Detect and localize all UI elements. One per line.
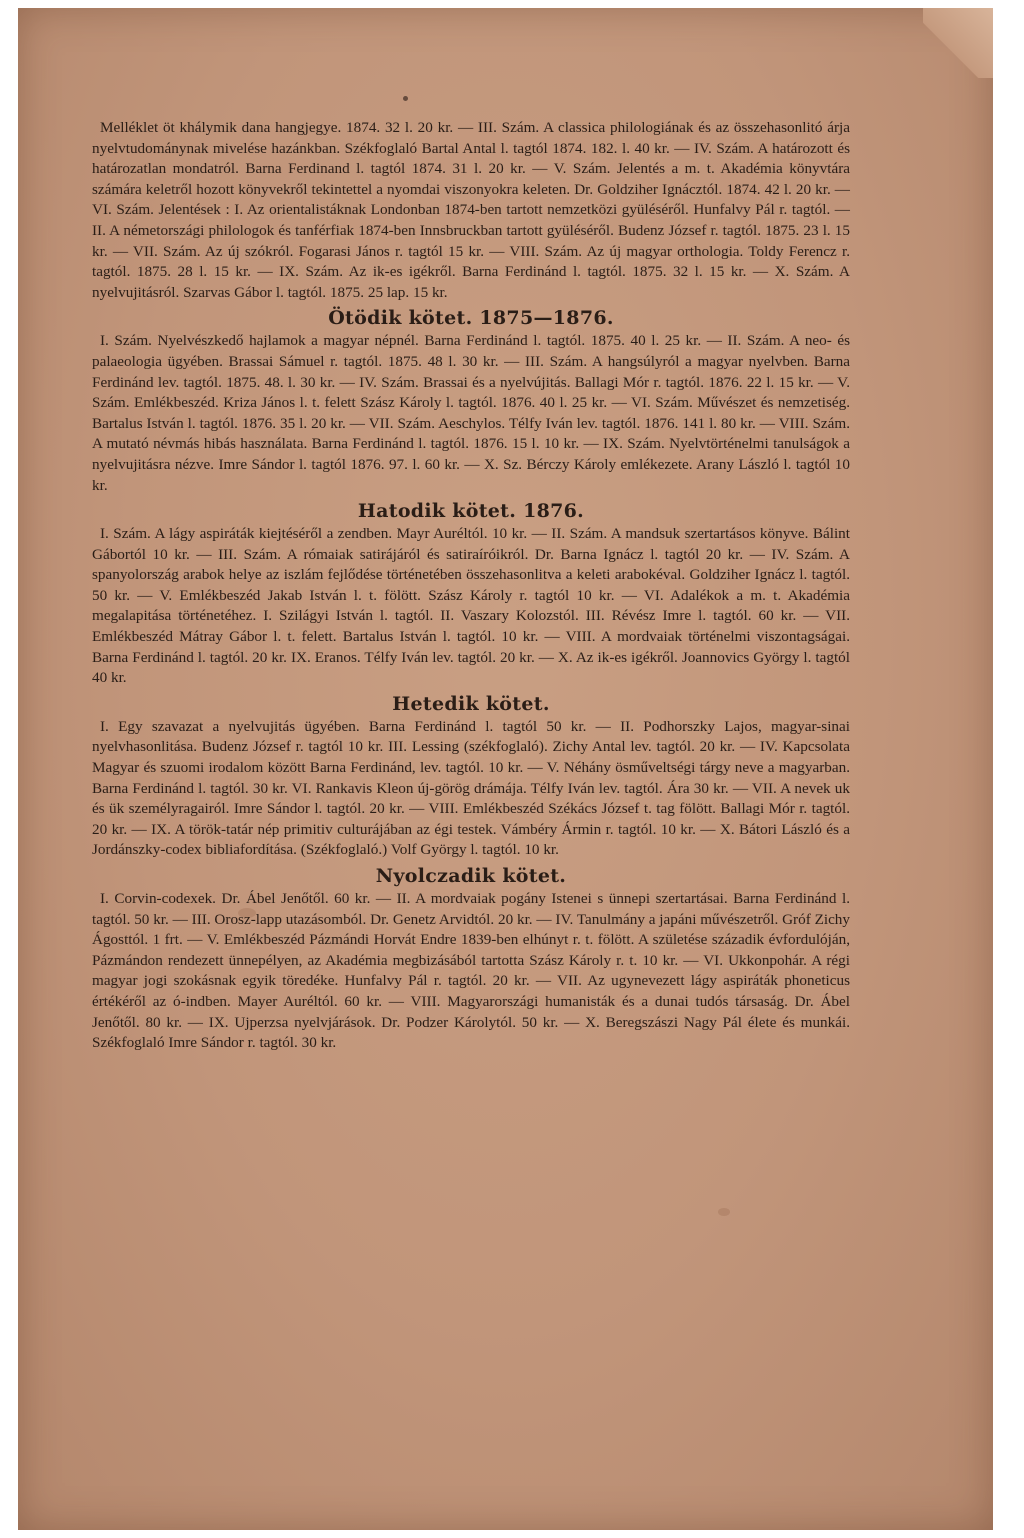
paragraph-volume-8: I. Corvin-codexek. Dr. Ábel Jenőtől. 60 kr. — II. A mordvaiak pogány Istenei s ünnepi szertartásai. Barna Ferdinánd l. tagtól. 50 kr. — III. Orosz-lapp utazásomból. Dr. Genetz Arvidtól. 20 kr. — IV. Tanulmány a japáni művészetről. Gróf Zichy Ágosttól. 1 frt. — V. Emlékbeszéd Pázmándi Horvát Endre 1839-ben elhúnyt r. t. fölött. A születése századik évfordulóján, Pázmándon rendezett ünnepélyen, az Akadémia megbizásából tartotta Szász Károly r. t. 10 kr. — VI. Ukkonpohár. A régi magyar jogi szokásnak egyik töredéke. Hunfalvy Pál r. tagtól. 20 kr. — VII. Az ugynevezett lágy aspiráták phoneticus értékéről az ó-indben. Mayer Auréltól. 60 kr. — VIII. Magyarországi humanisták és a dunai tudós társaság. Dr. Ábel Jenőtől. 80 kr. — IX. Ujperzsa nyelvjárások. Dr. Podzer Károlytól. 50 kr. — X. Beregszászi Nagy Pál élete és munkái. Székfoglaló Imre Sándor r. tagtól. 30 kr.: [92, 890, 850, 1052]
folded-corner: [923, 8, 993, 78]
paragraph-volume-4-continued: Melléklet öt khálymik dana hangjegye. 1874. 32 l. 20 kr. — III. Szám. A classica philologiának és az összehasonlitó árja nyelvtudománynak mivelése hazánkban. Székfoglaló Bartal Antal l. tagtól 1874. 182. l. 40 kr. — IV. Szám. A határozott és határozatlan mondatról. Barna Ferdinand l. tagtól 1874. 31 l. 20 kr. — V. Szám. Jelentés a m. t. Akadémia könyvtára számára keletről hozott könyvekről tekintettel a nyomdai viszonyokra keleten. Dr. Goldziher Ignácztól. 1874. 42 l. 20 kr. — VI. Szám. Jelentések : I. Az orientalistáknak Londonban 1874-ben tartott nemzetközi gyüléséről. Hunfalvy Pál r. tagtól. — II. A németországi philologok és tanférfiak 1874-ben Innsbruckban tartott gyüléséről. Budenz József r. tagtól. 1875. 23 l. 15 kr. — VII. Szám. Az új szókról. Fogarasi János r. tagtól 15 kr. — VIII. Szám. Az új magyar orthologia. Toldy Ferencz r. tagtól. 1875. 28 l. 15 kr. — IX. Szám. Az ik-es igékről. Barna Ferdinánd l. tagtól. 1875. 32 l. 15 kr. — X. Szám. A nyelvujitásról. Szarvas Gábor l. tagtól. 1875. 25 lap. 15 kr.: [92, 119, 850, 301]
heading-volume-7: Hetedik kötet.: [392, 692, 550, 715]
dot-mark: [403, 96, 408, 101]
heading-volume-8: Nyolczadik kötet.: [375, 865, 567, 887]
heading-volume-6: Hatodik kötet. 1876.: [357, 500, 585, 523]
paragraph-volume-5: I. Szám. Nyelvészkedő hajlamok a magyar népnél. Barna Ferdinánd l. tagtól. 1875. 40 l. 25 kr. — II. Szám. A neo- és palaeologia ügyében. Brassai Sámuel r. tagtól. 1875. 48 l. 30 kr. — III. Szám. A hangsúlyról a magyar nyelvben. Barna Ferdinánd lev. tagtól. 1875. 48. l. 30 kr. — IV. Szám. Brassai és a nyelvújitás. Ballagi Mór r. tagtól. 1876. 22 l. 15 kr. — V. Szám. Emlékbeszéd. Kriza János l. t. felett Szász Károly l. tagtól. 1876. 40 l. 25 kr. — VI. Szám. Művészet és nemzetiség. Bartalus István l. tagtól. 1876. 35 l. 20 kr. — VII. Szám. Aeschylos. Télfy Iván lev. tagtól. 1876. 141 l. 80 kr. — VIII. Szám. A mutató névmás hibás használata. Barna Ferdinánd l. tagtól. 1876. 15 l. 10 kr. — IX. Szám. Nyelvtörténelmi tanulságok a nyelvujitásra nézve. Imre Sándor l. tagtól 1876. 97. l. 60 kr. — X. Sz. Bérczy Károly emlékezete. Arany László l. tagtól 10 kr.: [92, 332, 850, 494]
paragraph-volume-6: I. Szám. A lágy aspiráták kiejtéséről a zendben. Mayr Auréltól. 10 kr. — II. Szám. A mandsuk szertartásos könyve. Bálint Gábortól 10 kr. — III. Szám. A rómaiak satirájáról és satiraíróikról. Dr. Barna Ignácz l. tagtól 20 kr. — IV. Szám. A spanyolország arabok helye az iszlám fejlődése történetében összehasonlitva a keleti arabokéval. Goldziher Ignácz l. tagtól. 50 kr. — V. Emlékbeszéd Jakab István l. t. fölött. Szász Károly r. tagtól 10 kr. — VI. Adalékok a m. t. Akadémia megalapitása történetéhez. I. Szilágyi István l. tagtól. II. Vaszary Kolozstól. III. Révész Imre l. tagtól. 60 kr. — VII. Emlékbeszéd Mátray Gábor l. t. felett. Bartalus István l. tagtól. 10 kr. — VIII. A mordvaiak történelmi viszontagságai. Barna Ferdinánd l. tagtól. 20 kr. IX. Eranos. Télfy Iván lev. tagtól. 20 kr. — X. Az ik-es igékről. Joannovics György l. tagtól 40 kr.: [92, 525, 850, 687]
stain-mark: [718, 1208, 730, 1216]
paragraph-volume-7: I. Egy szavazat a nyelvujitás ügyében. Barna Ferdinánd l. tagtól 50 kr. — II. Podhorszky Lajos, magyar-sinai nyelvhasonlitása. Budenz József r. tagtól 10 kr. III. Lessing (székfoglaló). Zichy Antal lev. tagtól. 20 kr. — IV. Kapcsolata Magyar és szuomi irodalom között Barna Ferdinánd, lev. tagtól. 10 kr. — V. Néhány ösműveltségi tárgy neve a magyarban. Barna Ferdinánd l. tagtól. 30 kr. VI. Rankavis Kleon új-görög drámája. Télfy Iván lev. tagtól. Ára 30 kr. — VII. A nevek uk és ük személyragairól. Imre Sándor l. tagtól. 20 kr. — VIII. Emlékbeszéd Székács József t. tag fölött. Ballagi Mór r. tagtól. 20 kr. — IX. A török-tatár nép primitiv culturájában az égi testek. Vámbéry Ármin r. tagtól. 10 kr. — X. Bátori László és a Jordánszky-codex bibliafordítása. (Székfoglaló.) Volf György l. tagtól. 10 kr.: [92, 717, 850, 859]
heading-volume-5: Ötödik kötet. 1875—1876.: [328, 307, 614, 330]
document-body: [92, 118, 850, 1054]
